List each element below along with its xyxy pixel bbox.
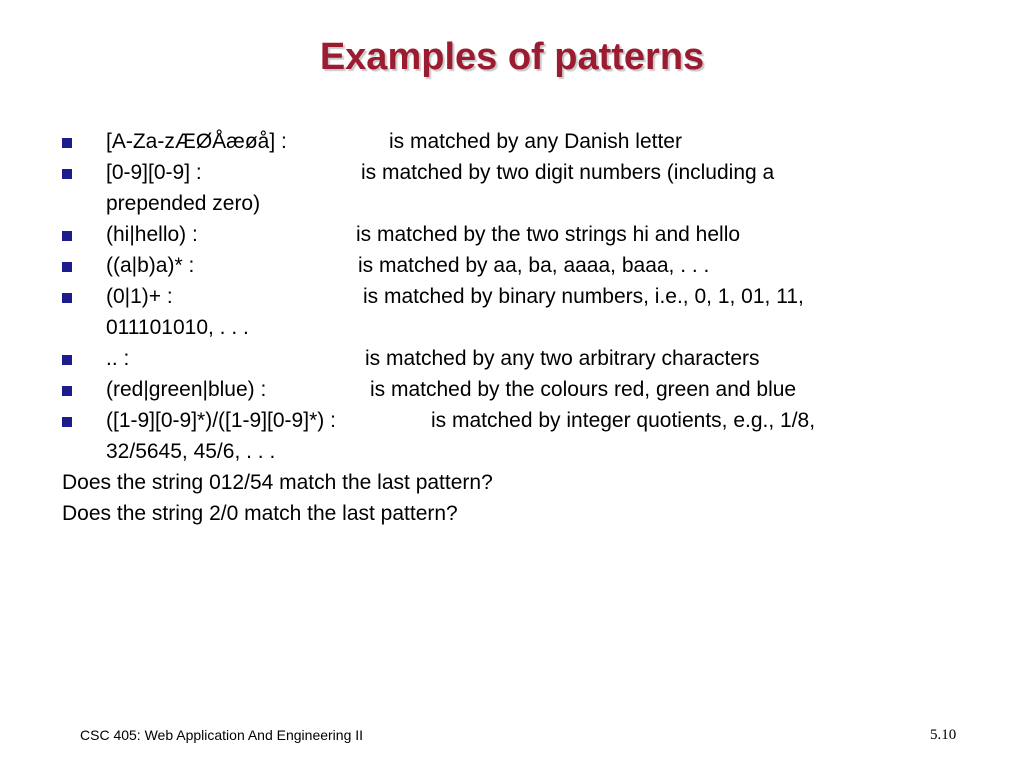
- bullet-item: [62, 343, 962, 374]
- bullet-item: [62, 157, 962, 219]
- bullet-item: [62, 219, 962, 250]
- bullet-item: [62, 250, 962, 281]
- slide-title: Examples of patterns: [319, 36, 705, 78]
- bullet-item: [62, 281, 962, 343]
- footer-page-number: 5.10: [930, 727, 957, 743]
- pattern-text: (red|green|blue) :: [106, 378, 267, 401]
- question-text: Does the string 2/0 match the last pattern?: [62, 502, 458, 525]
- description-text: is matched by any Danish letter: [389, 130, 682, 153]
- description-text: is matched by binary numbers, i.e., 0, 1, 01, 11,: [363, 285, 804, 308]
- pattern-text: .. :: [106, 347, 130, 370]
- square-bullet-icon: [62, 262, 72, 272]
- square-bullet-icon: [62, 386, 72, 396]
- description-text: is matched by integer quotients, e.g., 1/8,: [431, 409, 816, 432]
- bullet-item: [62, 126, 962, 157]
- description-text: is matched by two digit numbers (including a: [361, 161, 775, 184]
- pattern-text: [0-9][0-9] :: [106, 161, 202, 184]
- square-bullet-icon: [62, 169, 72, 179]
- description-text: is matched by aa, ba, aaaa, baaa, . . .: [358, 254, 710, 277]
- square-bullet-icon: [62, 417, 72, 427]
- square-bullet-icon: [62, 293, 72, 303]
- description-text: is matched by the two strings hi and hello: [356, 223, 741, 246]
- continuation-text: 32/5645, 45/6, . . .: [106, 440, 276, 463]
- pattern-text: (0|1)+ :: [106, 285, 173, 308]
- description-text: is matched by any two arbitrary characters: [365, 347, 760, 370]
- description-text: is matched by the colours red, green and blue: [370, 378, 797, 401]
- continuation-text: prepended zero): [106, 192, 261, 215]
- square-bullet-icon: [62, 138, 72, 148]
- bullet-item: [62, 374, 962, 405]
- question-text: Does the string 012/54 match the last pattern?: [62, 471, 493, 494]
- pattern-text: (hi|hello) :: [106, 223, 198, 246]
- square-bullet-icon: [62, 231, 72, 241]
- pattern-text: ((a|b)a)* :: [106, 254, 195, 277]
- footer-course-title: CSC 405: Web Application And Engineering II: [80, 727, 364, 743]
- pattern-text: ([1-9][0-9]*)/([1-9][0-9]*) :: [106, 409, 336, 432]
- continuation-text: 011101010, . . .: [106, 316, 249, 339]
- pattern-text: [A-Za-zÆØÅæøå] :: [106, 130, 287, 153]
- bullet-item: [62, 405, 962, 467]
- square-bullet-icon: [62, 355, 72, 365]
- slide-content: [62, 126, 962, 529]
